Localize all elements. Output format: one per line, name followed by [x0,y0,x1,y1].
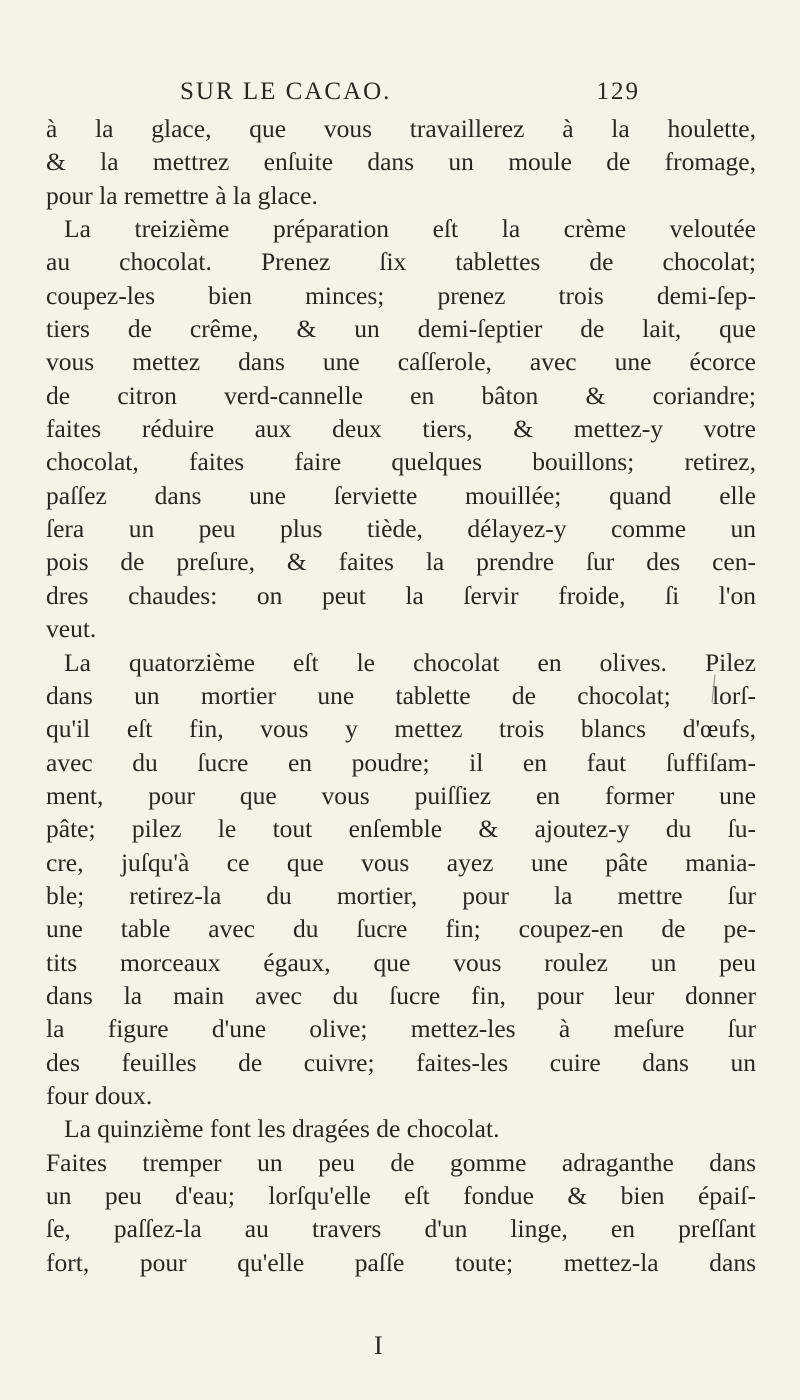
text-line: ment, pour que vous puiſſiez en former une [46,780,756,810]
text-line: veut. [46,614,97,644]
text-line: tits morceaux égaux, que vous roulez un peu [46,947,756,977]
text-line: ble; retirez-la du mortier, pour la mettre ſur [46,880,756,910]
text-line: & la mettrez enſuite dans un moule de fromage, [46,147,756,177]
text-line: au chocolat. Prenez ſix tablettes de chocolat; [46,247,756,277]
body-text [46,112,756,1279]
text-line: une table avec du ſucre fin; coupez-en de pe- [46,914,756,944]
text-line: un peu d'eau; lorſqu'elle eſt fondue & bien épaiſ- [46,1181,756,1210]
text-line: avec du ſucre en poudre; il en faut ſuffiſam- [46,747,756,777]
text-line: des feuilles de cuivre; faites-les cuire dans un [46,1047,756,1077]
text-line: fort, pour qu'elle paſſe toute; mettez-la dans [46,1247,756,1277]
text-line: La quatorzième eſt le chocolat en olives. Pilez [64,647,756,677]
text-line: cre, juſqu'à ce que vous ayez une pâte mania- [46,847,756,877]
text-line: tiers de crême, & un demi-ſeptier de lait, que [46,314,756,344]
text-line: la figure d'une olive; mettez-les à meſure ſur [46,1014,756,1044]
running-title: SUR LE CACAO. [180,78,392,105]
signature-mark: I [374,1331,383,1360]
text-line: ſe, paſſez-la au travers d'un linge, en preſſant [46,1214,756,1244]
text-line: ſera un peu plus tiède, délayez-y comme un [46,514,756,544]
text-line: faites réduire aux deux tiers, & mettez-y votre [46,414,756,444]
text-line: vous mettez dans une caſſerole, avec une écorce [46,347,756,377]
text-line: de citron verd-cannelle en bâton & coriandre; [46,380,756,410]
text-line: pour la remettre à la glace. [46,180,318,210]
page-number: 129 [596,78,640,105]
text-line: four doux. [46,1080,153,1110]
text-line: dres chaudes: on peut la ſervir froide, ſi l'on [46,580,756,610]
text-line: pâte; pilez le tout enſemble & ajoutez-y du ſu- [46,814,756,844]
text-line: Faites tremper un peu de gomme adraganthe dans [46,1147,756,1177]
text-line: qu'il eſt fin, vous y mettez trois blancs d'œufs, [46,714,756,744]
page-header [180,78,640,112]
text-line: paſſez dans une ſerviette mouillée; quand elle [46,480,756,510]
text-line: à la glace, que vous travaillerez à la houlette, [46,114,756,143]
text-line: dans un mortier une tablette de chocolat; lorſ- [46,680,756,710]
text-line: pois de preſure, & faites la prendre ſur des cen- [46,547,756,577]
text-line: dans la main avec du ſucre fin, pour leur donner [46,980,756,1010]
text-line: coupez-les bien minces; prenez trois demi-ſep- [46,280,756,310]
text-line: chocolat, faites faire quelques bouillons; retirez, [46,447,756,477]
text-line: La treizième préparation eſt la crème veloutée [64,214,756,244]
text-line: La quinzième font les dragées de chocolat. [64,1114,500,1144]
